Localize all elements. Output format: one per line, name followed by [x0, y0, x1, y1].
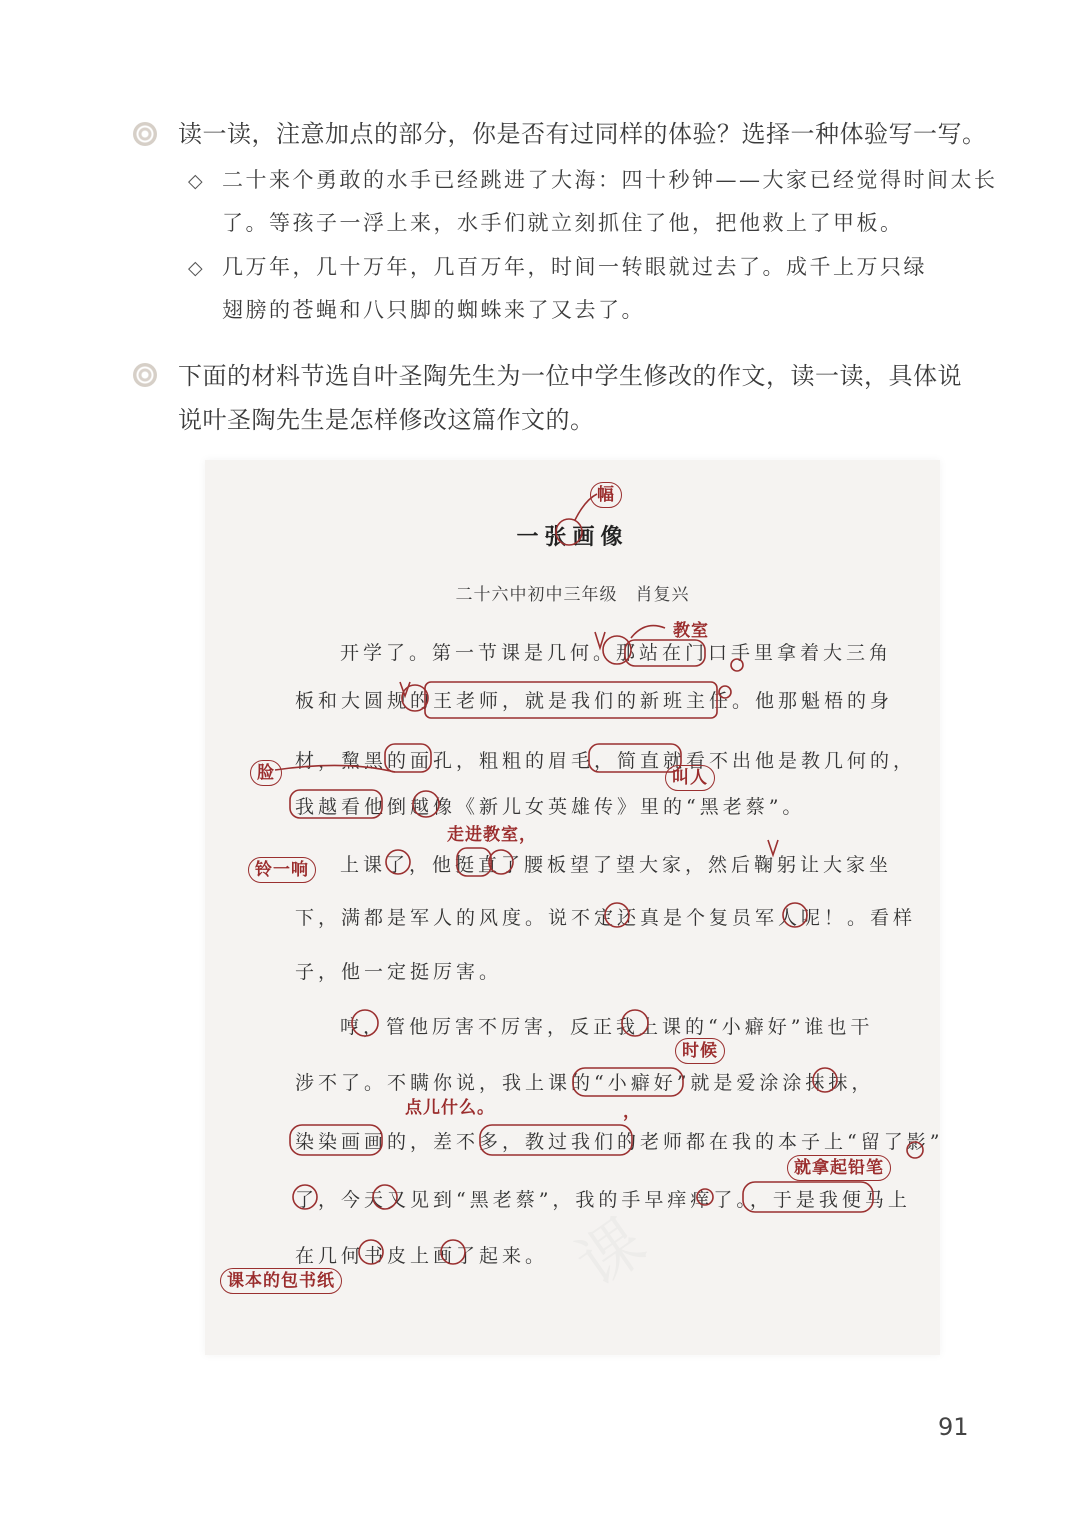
essay-line: 在几何书皮上画了起来。	[295, 1245, 549, 1267]
essay-line: 我越看他倒越像《新儿女英雄传》里的“黑老蔡”。	[295, 796, 806, 818]
edit-annotation: 叫人	[665, 765, 715, 791]
task2-heading-line1: 下面的材料节选自叶圣陶先生为一位中学生修改的作文，读一读，具体说	[178, 362, 962, 390]
essay-line: 子，他一定挺厉害。	[295, 961, 503, 983]
essay-line: 了，今天又见到“黑老蔡”，我的手早痒痒了。，于是我便马上	[295, 1189, 911, 1211]
edit-annotation: 教室	[673, 621, 709, 641]
edit-annotation: 幅	[590, 482, 622, 508]
edit-annotation: 课本的包书纸	[220, 1268, 342, 1294]
edit-annotation: ，	[623, 1102, 641, 1122]
essay-line: 下，满都是军人的风度。说不定还真是个复员军人呢！。看样	[295, 907, 917, 929]
edit-annotation: 铃一响	[248, 857, 316, 883]
diamond-icon: ◇	[188, 170, 203, 192]
task2-heading-line2: 说叶圣陶先生是怎样修改这篇作文的。	[178, 406, 595, 434]
diamond-icon: ◇	[188, 257, 203, 279]
essay-manuscript	[205, 460, 944, 1355]
page-number: 91	[938, 1413, 969, 1441]
essay-line: 材，黧黑的面孔，粗粗的眉毛，简直就看不出他是教几何的，	[295, 750, 917, 772]
edit-annotation: 走进教室，	[447, 825, 537, 845]
example1-line2: 了。等孩子一浮上来，水手们就立刻抓住了他，把他救上了甲板。	[222, 211, 904, 235]
example2-line2: 翅膀的苍蝇和八只脚的蜘蛛来了又去了。	[222, 298, 645, 322]
watermark: 课	[563, 1199, 667, 1303]
essay-line: 涉不了。不瞒你说，我上课的“小癖好”就是爱涂涂抹抹，	[295, 1072, 875, 1094]
essay-line: 上课了，他挺直了腰板望了望大家，然后鞠躬让大家坐	[340, 854, 893, 876]
example1-line1: 二十来个勇敢的水手已经跳进了大海：四十秒钟——大家已经觉得时间太长	[222, 168, 998, 192]
example2-line1: 几万年，几十万年，几百万年，时间一转眼就过去了。成千上万只绿	[222, 255, 927, 279]
section-bullet-icon	[133, 363, 157, 387]
correction-marks	[205, 460, 940, 1355]
edit-annotation: 脸	[250, 760, 282, 786]
edit-annotation: 就拿起铅笔	[787, 1155, 891, 1181]
essay-line: 染染画画的，差不多，教过我们的老师都在我的本子上“留了影”	[295, 1131, 944, 1153]
edit-annotation: 点儿什么。	[405, 1098, 495, 1118]
essay-title: 一张画像	[516, 524, 629, 550]
task1-heading: 读一读，注意加点的部分，你是否有过同样的体验？选择一种体验写一写。	[178, 120, 987, 148]
edit-annotation: 时候	[675, 1038, 725, 1064]
essay-line: 开学了。第一节课是几何。那站在门口手里拿着大三角	[340, 642, 893, 664]
essay-line: 板和大圆规的王老师，就是我们的新班主任。他那魁梧的身	[295, 690, 894, 712]
emphasis-dots	[0, 0, 1080, 340]
essay-author: 二十六中初中三年级 肖复兴	[455, 585, 690, 605]
essay-line: 哼，管他厉害不厉害，反正我上课的“小癖好”谁也干	[340, 1016, 874, 1038]
